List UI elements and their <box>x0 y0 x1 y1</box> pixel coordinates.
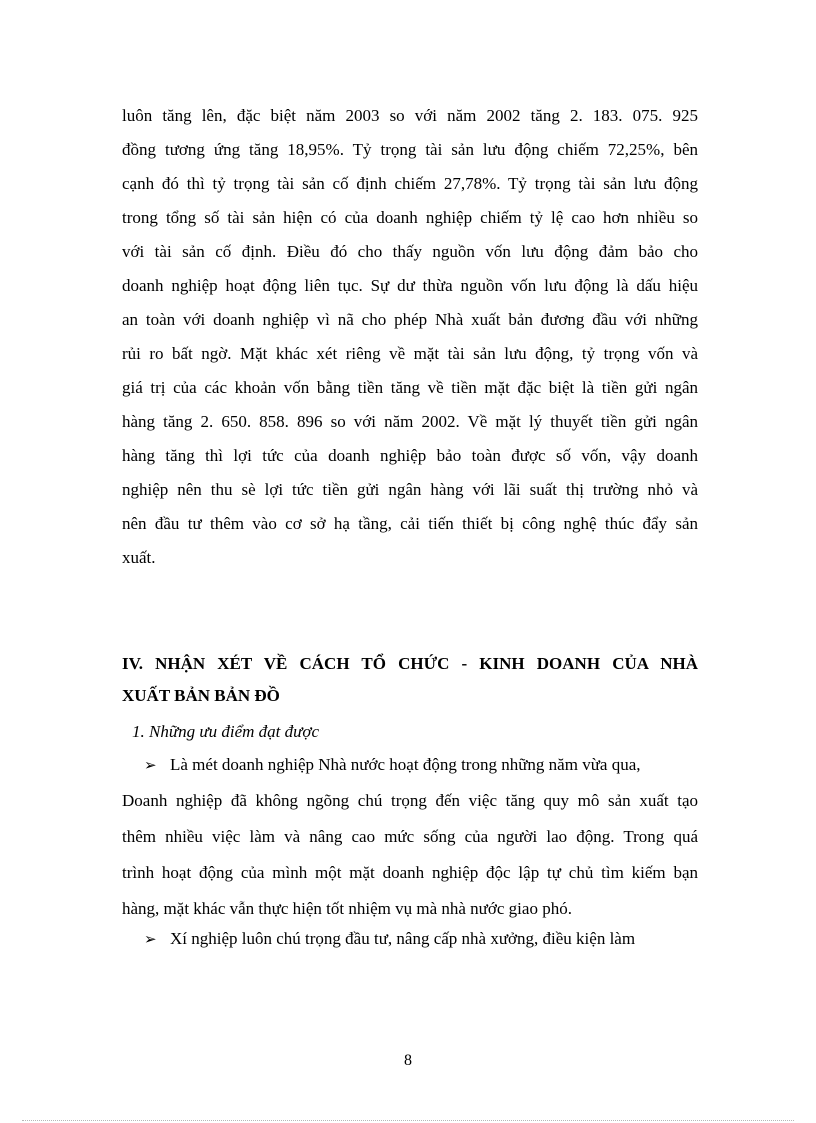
paragraph-line: an toàn với doanh nghiệp vì nã cho phép Nhà xuất bản đương đầu với những <box>122 310 698 329</box>
paragraph-line: hàng tăng thì lợi tức của doanh nghiệp bảo toàn được số vốn, vậy doanh <box>122 446 698 465</box>
paragraph-line: xuất. <box>122 548 156 567</box>
page-bottom-border <box>22 1120 794 1121</box>
paragraph-line: rủi ro bất ngờ. Mặt khác xét riêng về mặt tài sản lưu động, tỷ trọng vốn và <box>122 344 698 363</box>
subsection-heading-text: 1. Những ưu điểm đạt được <box>132 722 320 741</box>
paragraph-line: đồng tương ứng tăng 18,95%. Tỷ trọng tài sản lưu động chiếm 72,25%, bên <box>122 140 698 159</box>
section-heading-line: XUẤT BẢN BẢN ĐỒ <box>122 686 280 705</box>
section-heading-line: IV. NHẬN XÉT VỀ CÁCH TỔ CHỨC - KINH DOANH CỦA NHÀ <box>122 654 698 673</box>
paragraph-line: với tài sản cố định. Điều đó cho thấy nguồn vốn lưu động đảm bảo cho <box>122 242 698 261</box>
bullet-line: Doanh nghiệp đã không ngõng chú trọng đến việc tăng quy mô sản xuất tạo <box>122 791 698 810</box>
bullet-line: thêm nhiều việc làm và nâng cao mức sống của người lao động. Trong quá <box>122 827 698 846</box>
arrow-bullet-icon: ➢ <box>144 756 157 774</box>
paragraph-line: nên đầu tư thêm vào cơ sở hạ tầng, cải tiến thiết bị công nghệ thúc đẩy sản <box>122 514 698 533</box>
bullet-text: Xí nghiệp luôn chú trọng đầu tư, nâng cấp nhà xưởng, điều kiện làm <box>170 929 636 948</box>
paragraph-line: nghiệp nên thu sè lợi tức tiền gửi ngân hàng với lãi suất thị trường nhỏ và <box>122 480 698 499</box>
paragraph-line: hàng tăng 2. 650. 858. 896 so với năm 2002. Về mặt lý thuyết tiền gửi ngân <box>122 412 698 431</box>
bullet-first-line <box>144 927 698 951</box>
paragraph-line: doanh nghiệp hoạt động liên tục. Sự dư thừa nguồn vốn lưu động là dấu hiệu <box>122 276 698 295</box>
paragraph-line: luôn tăng lên, đặc biệt năm 2003 so với năm 2002 tăng 2. 183. 075. 925 <box>122 106 698 125</box>
page-number: 8 <box>404 1052 412 1069</box>
bullet-first-line <box>144 753 698 777</box>
arrow-bullet-icon: ➢ <box>144 930 157 948</box>
bullet-line: hàng, mặt khác vẫn thực hiện tốt nhiệm vụ mà nhà nước giao phó. <box>122 899 572 918</box>
paragraph-line: trong tổng số tài sản hiện có của doanh nghiệp chiếm tỷ lệ cao hơn nhiều so <box>122 208 698 227</box>
paragraph-line: cạnh đó thì tỷ trọng tài sản cố định chiếm 27,78%. Tỷ trọng tài sản lưu động <box>122 174 698 193</box>
paragraph-line: giá trị của các khoản vốn bằng tiền tăng về tiền mặt đặc biệt là tiền gửi ngân <box>122 378 698 397</box>
bullet-text: Là mét doanh nghiệp Nhà nước hoạt động trong những năm vừa qua, <box>170 755 641 774</box>
bullet-line: trình hoạt động của mình một mặt doanh nghiệp độc lập tự chủ tìm kiếm bạn <box>122 863 698 882</box>
